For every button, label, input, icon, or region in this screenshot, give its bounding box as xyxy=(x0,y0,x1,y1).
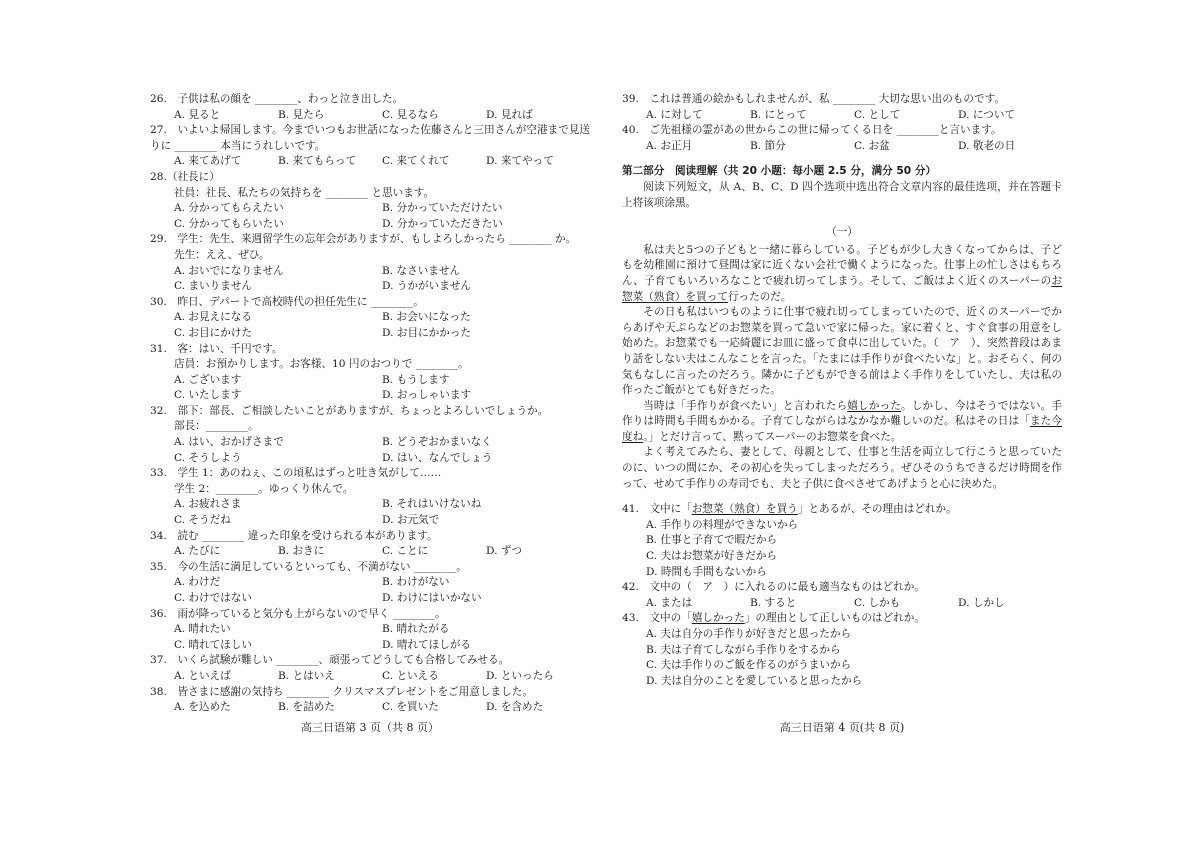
text-run: 」とあるが、その理由はどれか。 xyxy=(797,503,957,516)
option-row xyxy=(150,591,590,607)
option-row xyxy=(150,310,590,326)
option-a: A. おいでになりません xyxy=(174,264,284,277)
page-footer-left: 高三日语第 3 页（共 8 页） xyxy=(301,721,439,734)
option-a: A. を込めた xyxy=(174,701,231,714)
underlined-phrase: 嬉しかった xyxy=(847,399,902,412)
option-d: D. はい、なんでしょう xyxy=(382,451,493,464)
option-row xyxy=(150,700,590,716)
option-d: D. お元気で xyxy=(382,514,440,527)
right-column xyxy=(622,92,1062,689)
text-run: 当時は「手作りが食べたい」と言われたら xyxy=(643,399,848,412)
option-row xyxy=(622,108,1062,124)
option-c: C. そうだね xyxy=(174,514,231,527)
option-a: A. または xyxy=(646,596,693,609)
underlined-phrase: お惣菜（熟食）を買う xyxy=(691,503,798,516)
option-c: C. お盆 xyxy=(854,139,890,152)
left-column xyxy=(150,92,590,716)
option-row xyxy=(150,575,590,591)
question-27 xyxy=(150,123,590,170)
text-run: 。」とだけ言って、黙ってスーパーのお惣菜を食べた。 xyxy=(643,430,902,443)
option-row xyxy=(150,217,590,233)
option-b: B. 節分 xyxy=(750,139,786,152)
passage-paragraph-2: その日も私はいつものように仕事で疲れ切ってしまっていたので、近くのスーパーでからあげや天ぷらなどのお惣菜を買って急いで家に帰った。家に着くと、すぐ食事の用意をし始めた。お惣菜でも一応綺麗にお皿に盛って食卓に出していた。（ ア ）、突然普段はあまり話をしない夫はこんなことを言った。「たまには手作りが食べたいな」と。おそらく、何の気もなしに言ったのだろう。隣かに子どもができる前はよく手作りをしていたし、夫は私の作ったご飯がとても好きだった。 xyxy=(622,306,1062,397)
option-d: D. うかがいません xyxy=(382,280,472,293)
question-stem: 40. ご先祖様の霊があの世からこの世に帰ってくる日を ________と言います。 xyxy=(622,124,1002,137)
passage-paragraph-3 xyxy=(622,399,1062,446)
option-d: D. といったら xyxy=(486,669,554,682)
option-c: C. 晴れてほしい xyxy=(174,638,253,651)
option-a: A. お疲れさま xyxy=(174,498,242,511)
option-a: A. たびに xyxy=(174,545,221,558)
question-stem xyxy=(622,502,1062,518)
section-instruction: 阅读下列短文，从 A、B、C、D 四个选项中选出符合文章内容的最佳选项，并在答题卡上将该项涂黑。 xyxy=(622,180,1062,209)
text-run: 行ったのだ。 xyxy=(727,290,792,303)
option-b: B. すると xyxy=(750,596,797,609)
question-39 xyxy=(622,92,1062,123)
option-row xyxy=(150,669,590,685)
question-41 xyxy=(622,502,1062,580)
option-a: A. といえば xyxy=(174,669,231,682)
option-d: D. を含めた xyxy=(486,701,544,714)
page-footer-right: 高三日语第 4 页(共 8 页) xyxy=(779,721,905,734)
option-a: A. はい、おかげさまで xyxy=(174,436,284,449)
question-stem: 32. 部下：部長、ご相談したいことがありますが、ちょっとよろしいでしょうか。 xyxy=(150,404,549,417)
option-c: C. しかも xyxy=(854,596,901,609)
option-d: D. 見れば xyxy=(486,108,533,121)
question-32 xyxy=(150,404,590,466)
underlined-phrase: また今度ね xyxy=(622,415,1063,443)
option-c: C. といえる xyxy=(382,669,439,682)
question-dialogue: 店員：お預かりします。お客様、10 円のおつりで ________。 xyxy=(174,358,469,371)
option-c: C. として xyxy=(854,108,901,121)
option-row xyxy=(150,264,590,280)
question-31 xyxy=(150,342,590,404)
question-stem: 28.（社長に） xyxy=(150,170,220,183)
option-a: A. に対して xyxy=(646,108,703,121)
question-28 xyxy=(150,170,590,232)
option-row xyxy=(622,596,1062,612)
text-run: 。しかし、今はそうではない。手作りは時間も手間もかかる。子育てしながらはなかなか難しいのだ。私はその日は「 xyxy=(622,399,1063,428)
option-d: D. おっしゃいます xyxy=(382,389,472,402)
question-35 xyxy=(150,560,590,607)
text-run: 43. 文中の「 xyxy=(622,612,692,625)
question-30 xyxy=(150,295,590,342)
option-c: C. 見るなら xyxy=(382,108,439,121)
question-stem: 35. 今の生活に満足しているといっても、不満がない ________。 xyxy=(150,560,467,573)
option-a: A. 分かってもらえたい xyxy=(174,202,284,215)
underlined-phrase: 嬉しかった xyxy=(691,612,745,625)
question-dialogue: 部長：________。 xyxy=(174,420,259,433)
option-row xyxy=(150,435,590,451)
question-dialogue: 学生 2：________。ゆっくり休んで。 xyxy=(174,482,354,495)
option-b: B. 仕事と子育てで暇だから xyxy=(646,534,778,547)
option-row xyxy=(150,201,590,217)
option-row xyxy=(150,451,590,467)
option-d: D. しかし xyxy=(958,596,1005,609)
question-26 xyxy=(150,92,590,123)
option-a: A. 手作りの料理ができないから xyxy=(646,518,799,531)
option-row xyxy=(150,638,590,654)
option-d: D. について xyxy=(958,108,1016,121)
option-row xyxy=(150,154,590,170)
question-stem: 30. 昨日、デパートで高校時代の担任先生に ________。 xyxy=(150,295,424,308)
option-a: A. お見えになる xyxy=(174,311,252,324)
option-row xyxy=(150,326,590,342)
question-36 xyxy=(150,607,590,654)
option-b: B. おきに xyxy=(278,545,325,558)
option-b: B. それはいけないね xyxy=(382,498,482,511)
option-d: D. 時間も手間もないから xyxy=(646,565,767,578)
option-a: A. ございます xyxy=(174,373,242,386)
question-29 xyxy=(150,232,590,294)
spacer xyxy=(622,492,1062,502)
option-c: C. 分かってもらいたい xyxy=(174,217,284,230)
question-stem: 26. 子供は私の顔を ________、わっと泣き出した。 xyxy=(150,93,404,105)
question-stem: 33. 学生 1：あのねぇ、この頃私はずっと吐き気がして…… xyxy=(150,467,442,480)
text-run: 41. 文中に「 xyxy=(622,503,692,516)
option-d: D. 敬老の日 xyxy=(958,139,1016,152)
question-33 xyxy=(150,466,590,528)
option-c: C. 夫はお惣菜が好きだから xyxy=(646,550,777,563)
option-row xyxy=(150,544,590,560)
option-d: D. お目にかかった xyxy=(382,326,472,339)
text-run: 私は夫と5つの子どもと一緒に暮らしている。子どもが少し大きくなってからは、子どもを幼稚園に預けて昼間は家に近くない会社で働くようになった。仕事上の忙しさはもちろん、子育てもいろいろなことで疲れ切ってしまう。そして、ご飯はよく近くのスーパーの xyxy=(622,243,1062,287)
question-dialogue: 先生：ええ、ぜひ。 xyxy=(174,248,270,261)
passage-paragraph-1 xyxy=(622,243,1062,305)
option-a: A. 夫は自分の手作りが好きだと思ったから xyxy=(646,628,852,640)
option-d: D. ずつ xyxy=(486,545,523,558)
option-a: A. わけだ xyxy=(174,576,221,589)
option-row xyxy=(622,139,1062,155)
passage-paragraph-4: よく考えてみたら、妻として、母親として、仕事と生活を両立して行こうと思っていたのに、いつの間にか、その初心を失ってしまっただろう。ぜひそのうちできるだけ時間を作って、せめて手作りの寿司でも、夫と子供に食べさせてあげようと心に決めた。 xyxy=(622,446,1062,490)
option-a: A. 晴れたい xyxy=(174,623,231,636)
option-c: C. ことに xyxy=(382,545,429,558)
question-stem: 42. 文中の（ ア ）に入れるのに最も適当なものはどれか。 xyxy=(622,581,925,594)
text-run: 」の理由として正しいものはどれか。 xyxy=(744,612,925,625)
passage-subtitle: （一） xyxy=(826,226,858,239)
option-c: C. わけではない xyxy=(174,592,253,604)
option-row xyxy=(150,108,590,124)
question-42 xyxy=(622,580,1062,611)
question-34 xyxy=(150,529,590,560)
option-b: B. お会いになった xyxy=(382,311,471,324)
option-c: C. 夫は手作りのご飯を作るのがうまいから xyxy=(646,659,852,672)
option-b: B. とはいえ xyxy=(278,669,335,682)
option-row xyxy=(150,373,590,389)
spacer xyxy=(622,154,1062,164)
question-stem: 31. 客：はい、千円です。 xyxy=(150,342,283,355)
option-b: B. わけがない xyxy=(382,576,450,589)
option-b: B. なさいません xyxy=(382,264,461,277)
option-b: B. もうします xyxy=(382,373,450,386)
option-row xyxy=(150,513,590,529)
option-c: C. を買いた xyxy=(382,701,439,714)
option-d: D. わけにはいかない xyxy=(382,592,482,604)
option-c: C. そうしよう xyxy=(174,451,242,464)
option-row xyxy=(150,497,590,513)
question-stem: 29. 学生：先生、来週留学生の忘年会がありますが、もしよろしかったら ________ か。 xyxy=(150,233,577,246)
option-d: D. 来てやって xyxy=(486,155,554,168)
option-b: B. 晴れたがる xyxy=(382,623,450,636)
option-a: A. 来てあげて xyxy=(174,155,242,168)
question-37 xyxy=(150,653,590,684)
option-row xyxy=(150,388,590,404)
option-d: D. 晴れてほしがる xyxy=(382,638,472,651)
option-d: D. 夫は自分のことを愛していると思ったから xyxy=(646,674,863,687)
option-c: C. いたします xyxy=(174,389,242,402)
option-b: B. 見たら xyxy=(278,108,325,121)
option-b: B. 来てもらって xyxy=(278,155,357,168)
question-stem: 39. これは普通の絵かもしれませんが、私 ________ 大切な思い出のものです。 xyxy=(622,93,1005,105)
question-40 xyxy=(622,123,1062,154)
option-b: B. 夫は子育てしながら手作りをするから xyxy=(646,643,841,656)
question-38 xyxy=(150,685,590,716)
option-b: B. 分かっていただけたい xyxy=(382,202,503,215)
option-b: B. にとって xyxy=(750,108,807,121)
question-stem: 37. いくら試験が難しい ________、頑張ってどうしても合格してみせる。 xyxy=(150,654,510,667)
section-title: 第二部分 阅读理解（共 20 小题：每小题 2.5 分，满分 50 分） xyxy=(622,165,937,178)
option-c: C. お目にかけた xyxy=(174,326,253,339)
option-c: C. まいりません xyxy=(174,280,253,293)
option-row xyxy=(150,622,590,638)
option-b: B. を詰めた xyxy=(278,701,335,714)
option-c: C. 来てくれて xyxy=(382,155,450,168)
question-stem xyxy=(622,611,1062,627)
option-a: A. お正月 xyxy=(646,139,693,152)
question-stem: 38. 皆さまに感謝の気持ち ________ クリスマスプレゼントをご用意しました。 xyxy=(150,685,533,698)
option-d: D. 分かっていただきたい xyxy=(382,217,503,230)
question-dialogue: 社員：社長、私たちの気持ちを ________ と思います。 xyxy=(174,186,435,199)
option-a: A. 見ると xyxy=(174,108,221,121)
question-stem: 27. いよいよ帰国します。今までいつもお世話になった佐藤さんと三田さんが空港まで見送りに ________ 本当にうれしいです。 xyxy=(150,124,590,152)
question-stem: 34. 読む ________ 違った印象を受けられる本があります。 xyxy=(150,529,438,542)
underlined-phrase: お惣菜（熟食）を買って xyxy=(622,274,1062,303)
question-stem: 36. 雨が降っていると気分も上がらないので早く ________。 xyxy=(150,607,446,620)
option-b: B. どうぞおかまいなく xyxy=(382,436,492,449)
question-43 xyxy=(622,611,1062,689)
option-row xyxy=(150,279,590,295)
